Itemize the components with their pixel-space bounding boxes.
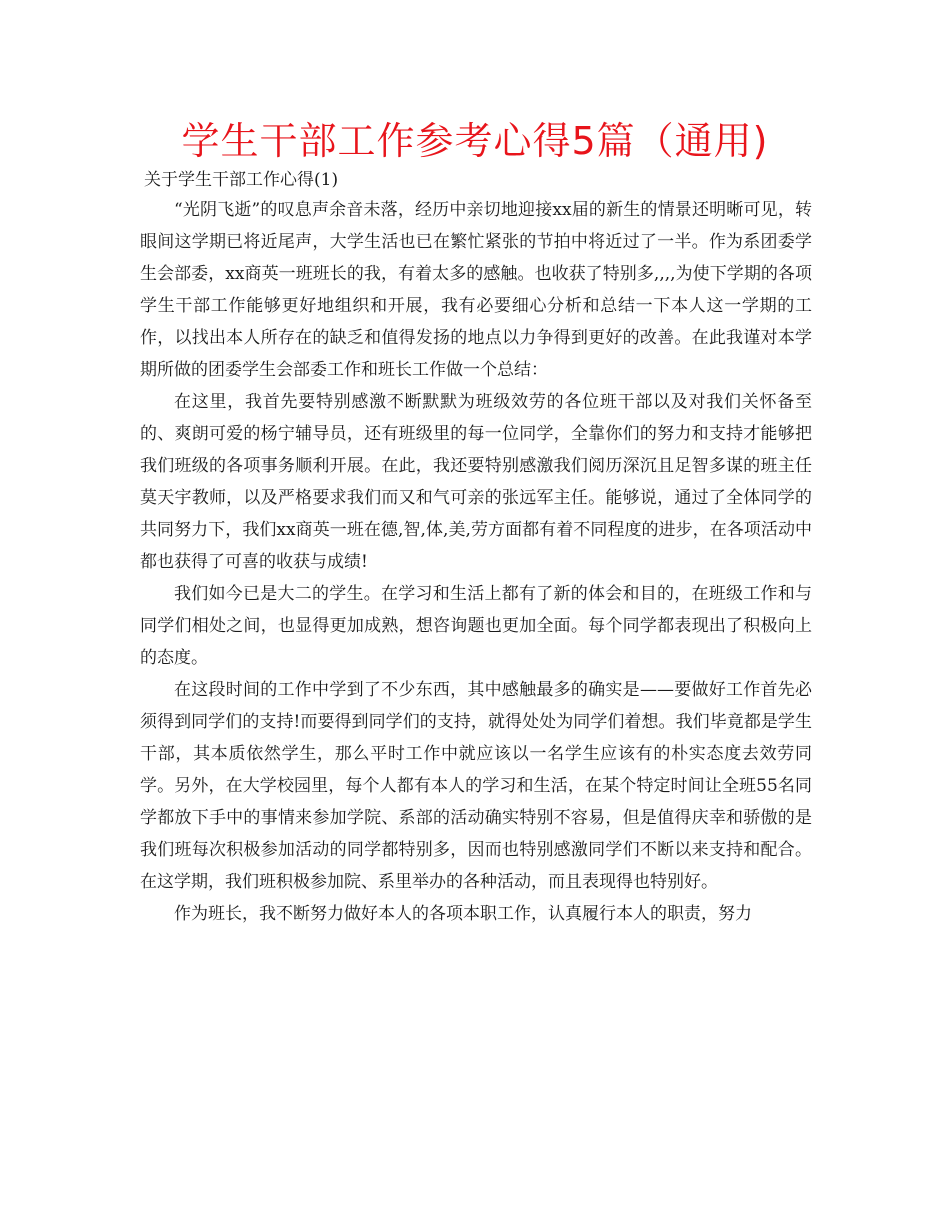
section-subtitle: 关于学生干部工作心得(1) [144,170,339,190]
paragraph: 我们如今已是大二的学生。在学习和生活上都有了新的体会和目的，在班级工作和与同学们相处之间，也显得更加成熟，想咨询题也更加全面。每个同学都表现出了积极向上的态度。 [140,584,812,668]
paragraph: 作为班长，我不断努力做好本人的各项本职工作，认真履行本人的职责，努力 [174,904,752,924]
document-body [140,166,812,930]
document-title: 学生干部工作参考心得5篇（通用) [181,119,769,163]
paragraph: 在这段时间的工作中学到了不少东西，其中感触最多的确实是——要做好工作首先必须得到同学们的支持!而要得到同学们的支持，就得处处为同学们着想。我们毕竟都是学生干部，其本质依然学生，那么平时工作中就应该以一名学生应该有的朴实态度去效劳同学。另外，在大学校园里，每个人都有本人的学习和生活，在某个特定时间让全班55名同学都放下手中的事情来参加学院、系部的活动确实特别不容易，但是值得庆幸和骄傲的是我们班每次积极参加活动的同学都特别多，因而也特别感激同学们不断以来支持和配合。在这学期，我们班积极参加院、系里举办的各种活动，而且表现得也特别好。 [140,680,812,892]
paragraph: 在这里，我首先要特别感激不断默默为班级效劳的各位班干部以及对我们关怀备至的、爽朗可爱的杨宁辅导员，还有班级里的每一位同学，全靠你们的努力和支持才能够把我们班级的各项事务顺利开展。在此，我还要特别感激我们阅历深沉且足智多谋的班主任莫天宇教师，以及严格要求我们而又和气可亲的张远军主任。能够说，通过了全体同学的共同努力下，我们xx商英一班在德,智,体,美,劳方面都有着不同程度的进步，在各项活动中都也获得了可喜的收获与成绩! [140,392,812,572]
paragraph: “光阴飞逝”的叹息声余音未落，经历中亲切地迎接xx届的新生的情景还明晰可见，转眼间这学期已将近尾声，大学生活也已在繁忙紧张的节拍中将近过了一半。作为系团委学生会部委，xx商英一班班长的我，有着太多的感触。也收获了特别多,,,,为使下学期的各项学生干部工作能够更好地组织和开展，我有必要细心分析和总结一下本人这一学期的工作，以找出本人所存在的缺乏和值得发扬的地点以力争得到更好的改善。在此我谨对本学期所做的团委学生会部委工作和班长工作做一个总结： [140,200,812,380]
